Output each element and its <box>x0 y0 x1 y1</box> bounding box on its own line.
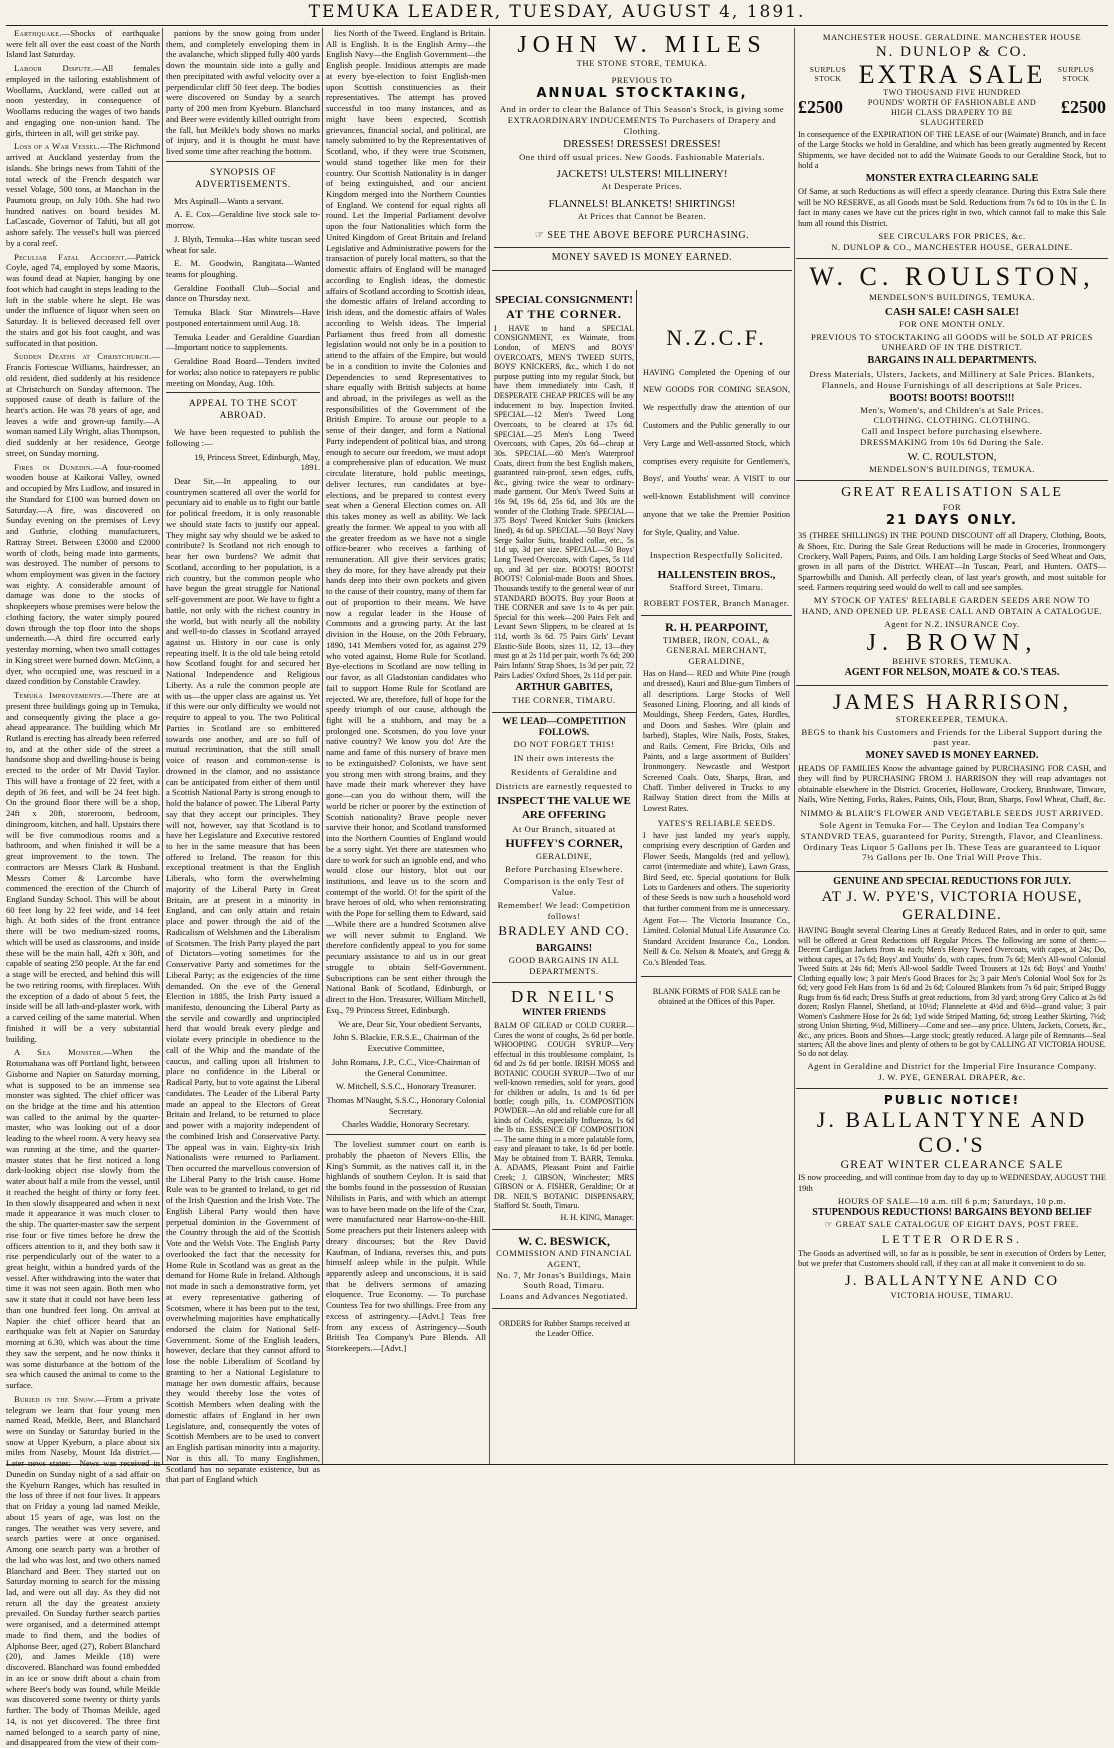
ad-text: And in order to clear the Balance of This Season's Stock, is giving some EXTRAORDINARY INDUCEMENTS To Purchasers of Drapery and Clothing. <box>499 104 785 136</box>
synopsis-item: Mrs Aspinall—Wants a servant. <box>174 195 284 206</box>
news-item <box>6 141 160 248</box>
ad-signature: ARTHUR GABITES, <box>515 682 613 694</box>
pointing-hand-icon: ☞ GREAT SALE CATALOGUE OF EIGHT DAYS, POST FREE. <box>824 1218 1080 1229</box>
ad-address: No. 7, Mr Jonas's Buildings, Main South Road, Timaru. <box>496 1269 632 1291</box>
ad-column-right <box>641 290 792 1017</box>
news-column-3 <box>326 28 486 1464</box>
news-item <box>6 63 160 138</box>
ad-text: IS now proceeding, and will continue from day to day up to WEDNESDAY, AUGUST THE 19th <box>798 1173 1106 1193</box>
column-divider <box>322 28 323 1464</box>
ad-text: IN their own interests the Residents of Geraldine and Districts are earnestly requested to <box>495 753 633 791</box>
ad-line: SEE THE ABOVE BEFORE PURCHASING. <box>547 230 750 242</box>
ad-text: HAVING Bought several Clearing Lines at Greatly Reduced Rates, and in order to quit, same will be offered at Great Reductions off Regular Prices. The following are some of them:— Decent Cardigan Jackets from 4s each; Men's Heavy Tweed Overcoats, with capes, at 24s; Do, without capes, at 17s 6d; Boys' and Youths' do, with capes, from 7s 6d; Men's All-wool Colonial Tweed Suits at 24s 6d; Men's All-wool Saddle Tweed Trousers at 12s 6d; Boys' and Youths' Clothing equally low; 3 pair Men's Good Braces for 2s; 3 pair Men's Colonial Wool Sox for 2s 6d; very good Felt Hats from 1s 6d and 2s 6d; Coloured Blankets from 7s 6d pair; Striped Buggy Rugs from 6s 6d each; Dress Stuffs at great reductions, from 3d yard; strong Grey Calico at 2s 6d dozen; Roslyn Flannel, Shetland, at 10½d; Flannelette at 4½d and 6½d—grand value; 3 pair Women's Cashmere Hose for 2s 6d; 1yd wide Striped Matting, 6d; strong Leather Skirting, 7½d; strong Union Shirting, 9½d, Millinery—Come and see—any price. Ulsters, Jackets, Corsets, &c., &c., any prices. Boots and Shoes—Large stock; greatly reduced. A large pile of Remnants—Seal starters; All the above lines and plenty of others to be got by CALLING AT VICTORIA HOUSE. So do not delay. <box>798 926 1106 1059</box>
ad-title: N. DUNLOP & CO. <box>875 43 1029 60</box>
synopsis-item: E. M. Goodwin, Rangitata—Wanted teams for ploughing. <box>166 258 320 279</box>
ad-text: The Goods as advertised will, so far as is possible, be sent in execution of Orders by Letter, but we prefer that Customers should call, if they can at all make it convenient to do so. <box>798 1248 1106 1269</box>
ad-line: MONEY SAVED IS MONEY EARNED. <box>551 251 733 263</box>
signer: John S. Blackie, F.R.S.E., Chairman of the Executive Committee, <box>332 1032 480 1054</box>
ad-headline: HUFFEY'S CORNER, <box>505 836 623 851</box>
ad-header: PUBLIC NOTICE! <box>883 1093 1021 1108</box>
ad-title: AT J. W. PYE'S, VICTORIA HOUSE, GERALDINE. <box>821 889 1083 924</box>
ad-amount: £2500 <box>798 97 843 118</box>
ad-title: J. BROWN, <box>866 629 1038 656</box>
column-divider <box>794 28 795 1464</box>
ad-text: Before Purchasing Elsewhere. <box>505 863 623 874</box>
ad-text: Of Same, at such Reductions as will effect a speedy clearance. During this Extra Sale there will be NO RESERVE, as all Goods must be Sold. Reductions from 7s 6d to 10s in the £. In fact in many cases we have cut the prices right in two, which cannot fail to make this Sale hum all round this District. <box>798 187 1106 228</box>
ad-subtitle: DO NOT FORGET THIS! <box>513 739 615 750</box>
ad-title: W. C. BESWICK, <box>518 1233 610 1248</box>
ad-title: J. BALLANTYNE AND CO.'S <box>816 1107 1088 1157</box>
news-text: —From a private telegram we learn that four young men named Read, Meikle, Beer, and Blanchard were on Sunday or Saturday buried in the snow at Upper Kyeburn, a place about six miles from Naseby, Mount Ida district.—Later news states:—News was received in Dunedin on Sunday night of a sad affair on the Kyeburn Ranges, which has resulted in the loss of three if not four lives. It appears that on Friday a young lad named Meikle, about 15 years of age, was lost on the ranges. The weather was very severe, and search parties were at once organised. Among one search party was a brother of the lad who was lost, and two others named Blanchard and Beer. They started out on Saturday morning to search for the missing lad, and were out all day. As they did not return all the day the greatest anxiety prevailed. On Sunday further search parties were organised, and a determined attempt made to find them, and the bodies of Alphonse Beer, aged (27), Robert Blanchard (20), and James Meikle (18) were discovered. Blanchard was found embedded in an ice or snow drift about a chain from where Beer's body was found, while Meikle was discovered some twenty or thirty yards further. The body of Thomas Meikle, aged 14, is not yet discovered. The three first named belonged to a search party of nine, and disappeared from the view of their com- <box>6 1393 160 1748</box>
ad-text: ROBERT FOSTER, Branch Manager. <box>643 598 790 609</box>
news-heading: Peculiar Fatal Accident. <box>14 251 128 262</box>
ad-title: JOHN W. MILES <box>517 32 767 58</box>
ad-title: GREAT REALISATION SALE <box>841 485 1063 501</box>
ad-address: MENDELSON'S BUILDINGS, TEMUKA. <box>869 291 1035 302</box>
ad-text: GERALDINE, <box>535 850 593 861</box>
ad-address: VICTORIA HOUSE, TIMARU. <box>890 1289 1014 1300</box>
ad-pearpoint <box>641 616 792 977</box>
masthead-rule <box>6 25 1108 26</box>
ad-headline: STUPENDOUS REDUCTIONS! BARGAINS BEYOND BELIEF <box>812 1206 1092 1218</box>
ad-text: GOOD BARGAINS IN ALL DEPARTMENTS. <box>508 954 620 976</box>
ad-text: Sole Agent in Temuka For— The Ceylon and Indian Tea Company's STANDVRD TEAS, guaranteed for Purity, Strength, Flavor, and Cleanliness. Ordinary Teas Liquor 5 Gallons per lb. These Teas are guaranteed to Liquor 7½ Gallons per lb. One Trial Will Prove This. <box>800 820 1104 863</box>
news-heading: Earthquake. <box>14 28 62 38</box>
news-item <box>6 690 160 1044</box>
ad-headline: CASH SALE! CASH SALE! <box>884 305 1020 318</box>
ad-subtitle: TIMBER, IRON, COAL, & GENERAL MERCHANT, GERALDINE, <box>663 634 770 667</box>
ad-text: Agent in Geraldine and District for the Imperial Fire Insurance Company. <box>807 1060 1097 1071</box>
ad-text: SEE CIRCULARS FOR PRICES, &c. <box>878 230 1026 241</box>
synopsis-item: Temuka Leader and Geraldine Guardian—Important notice to supplements. <box>166 331 320 353</box>
ad-line: DRESSES! DRESSES! DRESSES! <box>563 138 721 151</box>
ad-headline: BARGAINS! <box>535 942 593 954</box>
ad-label: SURPLUS STOCK <box>1057 65 1095 84</box>
ad-signature: BRADLEY AND CO. <box>498 923 630 939</box>
column-divider <box>162 28 163 1464</box>
ad-text: At Our Branch, situated at <box>512 823 616 834</box>
signer: Charles Waddie, Honorary Secretary. <box>342 1119 470 1130</box>
ads-column-5 <box>796 28 1108 1464</box>
ad-address: THE CORNER, TIMARU. <box>512 694 616 705</box>
ad-signature: N. DUNLOP & CO., MANCHESTER HOUSE, GERALDINE. <box>831 241 1073 252</box>
ad-text: At Prices that Cannot be Beaten. <box>577 211 707 222</box>
news-item <box>6 1394 160 1748</box>
ad-title: DR NEIL'S <box>510 987 618 1007</box>
ad-text: HAVING Completed the Opening of our NEW GOODS FOR COMING SEASON, We respectfully draw the attention of our Customers and the Public generally to our Very Large and Well-assorted Stock, which comprises every requisite for Gentlemen's, Boys', and Youths' wear. A VISIT to our well-known Establishment will convince anyone that we take the Premier Position for Style, Quality, and Value. <box>643 367 790 537</box>
ad-text: FOR <box>942 502 962 513</box>
news-continuation: panions by the snow going from under them, and completely enveloping them in the avalanche, which slipped fully 400 yards down the mountain side into a gully and then precipitated with awful velocity over a perpendicular cliff 50 feet deep. The bodies were discovered on Sunday by a search party of 200 men from Kyeburn. Blanchard and Beer were evidently killed outright from the fall, but Meikle's body shows no marks of injury, and it is thought he must have lived some time after reaching the bottom. <box>166 28 320 157</box>
ad-text: Agent for N.Z. INSURANCE Coy. <box>884 618 1020 629</box>
masthead: TEMUKA LEADER, TUESDAY, AUGUST 4, 1891. <box>308 2 806 22</box>
news-text: —Patrick Coyle, aged 74, employed by some Maoris, was found dead at Napier, hanging by one foot which had caught in steps leading to the loft in the stable where he slept. He was under the influence of liquor when seen on Saturday. It is believed deceased fell over the stairs and got his foot caught, and was suffocated in that position. <box>6 251 160 348</box>
ad-address: Stafford Street, Timaru. <box>669 581 764 592</box>
ad-title: JAMES HARRISON, <box>832 688 1072 714</box>
synopsis-item: Geraldine Football Club—Social and dance on Thursday next. <box>166 282 320 304</box>
ad-text: Call and Inspect before purchasing elsewhere. <box>861 426 1043 437</box>
ad-text: In consequence of the EXPIRATION OF THE LEASE of our (Waimate) Branch, and in face of the Large Stocks we hold in Geraldine, and which has been greatly augmented by Recent Shipments, we have decided not to add the Waimate Goods to our Geraldine Stock, but to hold a <box>798 130 1106 171</box>
ad-headline: AGENT FOR NELSON, MOATE & CO.'S TEAS. <box>844 666 1060 678</box>
ad-text: Inspection Respectfully Solicited. <box>649 549 784 560</box>
ad-headline: INSPECT THE VALUE WE ARE OFFERING <box>497 795 631 821</box>
news-text: —There are at present three buildings going up in Temuka, and consequently giving the place a go-ahead appearance. The building which Mr Rutland is erecting has already been referred to, and at the other side of the street a handsome shop and dwelling-house is being erected to the order of Mr David Taylor. This will have a frontage of 22 feet, with a depth of 36 feet, and will be 24 feet high. On the ground floor there will be a shop, 24ft x 20ft, storeroom, bedroom, diningroom, kitchen, and hall. Upstairs there will be five commodious rooms and a bathroom, and when finished it will be a great improvement to the town. The contractors are Messrs Clark & Husband. Messrs Comer & Larcombe have commenced the erection of the Church of England Sunday School. This will be about 60 feet long by 22 feet wide, and 14 feet high. At both sides of the front entrance there will be two medium-sized rooms, which will be used as classrooms, and inside these will be the main hall, 42ft x 30ft, and capable of seating 250 people. At the far end a stage will be erected, and behind this will be two retiring rooms, with fireplaces. With the exception of a dado of about 5 feet, the inside will be all lath-and-plaster work, with a carved ceiling of the same material. When finished it will be a very substantial building. <box>6 690 160 1044</box>
ad-text: PREVIOUS TO STOCKTAKING all GOODS will be SOLD AT PRICES UNHEARD OF IN THE DISTRICT. <box>811 331 1093 353</box>
appeal-address: 19, Princess Street, Edinburgh, May, 1891. <box>194 451 320 473</box>
ad-label: SURPLUS STOCK <box>809 65 847 84</box>
news-heading: Temuka Improvements. <box>14 690 104 701</box>
divider <box>494 247 790 248</box>
ad-address: MENDELSON'S BUILDINGS, TEMUKA. <box>869 463 1035 474</box>
ad-headline: MONEY SAVED IS MONEY EARNED. <box>865 750 1039 762</box>
news-text: —Francis Fortescue Williams, hairdresser, an old resident, died suddenly at his residence at Christchurch on Sunday afternoon. The supposed cause of death is failure of the heart's action. He was 78 years of age, and leaves a wife and grown-up family.—A woman named Lily Wright, alias Thompson, died suddenly at her residence, George street, on Sunday morning. <box>6 351 160 458</box>
ad-title: N.Z.C.F. <box>666 325 767 350</box>
ad-subtitle: THE STONE STORE, TEMUKA. <box>576 58 708 69</box>
news-heading: Fires in Dunedin. <box>14 461 94 472</box>
synopsis-item: Geraldine Road Board—Tenders invited for works; also notice to ratepayers re public meeting on Monday, Aug. 10th. <box>166 356 320 388</box>
news-heading: A Sea Monster. <box>14 1047 104 1058</box>
appeal-intro: We have been requested to publish the following :— <box>166 427 320 448</box>
synopsis-item: Temuka Black Star Minstrels—Have postponed entertainment until Aug. 18. <box>166 307 320 328</box>
news-heading: Buried in the Snow. <box>14 1393 97 1404</box>
ad-text: 3S (THREE SHILLINGS) IN THE POUND DISCOUNT off all Drapery, Clothing, Boots, & Shoes, Etc. During the Sale Great Reductions will be made in Groceries, Ironmongery Crockery, Wall Papers, Paints, and Oils. I am holding Large Stocks of Seed Wheat and Oats, grown in all parts of the District. WHEAT—In Tuscan, Pearl, and Hunters. OATS—Sparrowbills and Danish. All perfectly clean, of last year's growth, and most suitable for seed. Farmers requiring seed would do well to call and see samples. <box>798 531 1106 592</box>
ad-headline: 21 DAYS ONLY. <box>886 512 1018 528</box>
ad-headline: AT THE CORNER. <box>506 307 622 322</box>
ad-address: BEHIVE STORES, TEMUKA. <box>892 655 1012 666</box>
ad-text: MY STOCK OF YATES' RELIABLE GARDEN SEEDS ARE NOW TO HAND, AND OPENED UP. PLEASE CALL AND OBTAIN A CATALOGUE. <box>801 595 1103 617</box>
ad-text: Men's, Women's, and Children's at Sale Prices. <box>860 404 1044 415</box>
ad-headline: EXTRA SALE <box>858 59 1046 89</box>
ads-column-4 <box>492 28 792 1464</box>
news-column-2 <box>166 28 320 1485</box>
ad-text: TWO THOUSAND FIVE HUNDRED POUNDS' WORTH OF FASHIONABLE AND HIGH CLASS DRAPERY TO BE SLAUGHTERED <box>867 88 1037 128</box>
ad-line: GREAT SALE CATALOGUE OF EIGHT DAYS, POST FREE. <box>835 1218 1080 1229</box>
news-heading: Loss of a War Vessel. <box>14 141 100 152</box>
ad-signature: W. C. ROULSTON, <box>907 450 997 463</box>
ad-text: Dress Materials, Ulsters, Jackets, and Millinery at Sale Prices. Blankets, Flannels, and House Furnishings of all descriptions at Sale Prices. <box>809 369 1095 390</box>
ad-subtitle: GREAT WINTER CLEARANCE SALE <box>840 1156 1064 1171</box>
ad-stamps: ORDERS for Rubber Stamps received at the Leader Office. <box>499 1318 630 1338</box>
ad-blank-forms: BLANK FORMS of FOR SALE can be obtained at the Offices of this Paper. <box>652 987 781 1007</box>
ad-text: NIMMO & BLAIR'S FLOWER AND VEGETABLE SEEDS JUST ARRIVED. <box>800 807 1104 818</box>
ad-nzcf <box>641 290 792 616</box>
ad-text: Agent For— The Victoria Insurance Co., Limited. Colonial Mutual Life Assurance Co. Standard Accident Insurance Co., London. Neill & Co. Nelson & Moate's, and Gregg & Co.'s Blended Teas. <box>643 916 790 967</box>
news-heading: Sudden Deaths at Christchurch. <box>14 351 152 362</box>
ad-signature: J. BALLANTYNE AND CO <box>844 1272 1060 1289</box>
ad-signature: HALLENSTEIN BROS., <box>657 568 776 581</box>
bottom-rule <box>6 1464 1108 1465</box>
ad-text: I have just landed my year's supply, comprising every description of Garden and Flower Seeds, Mangolds (red and yellow), carrot (intermediate and white), Lawn Grass, Bird Seed, etc. Special quotations for Bulk Lots to Gardeners and others. The superiority of these Seeds is now such a household word that further comment from me is unnecessary. <box>643 830 790 913</box>
ad-headline: MONSTER EXTRA CLEARING SALE <box>865 173 1039 185</box>
column-divider <box>489 28 490 1464</box>
ad-subtitle: COMMISSION AND FINANCIAL AGENT, <box>496 1248 632 1269</box>
news-text: —Shocks of earthquake were felt all over the east coast of the North Island last Saturday. <box>6 28 160 60</box>
ad-text: Has on Hand— RED and White Pine (rough and dressed), Kauri and Blue-gum Timbers of all descriptions. Large Stocks of Well Seasoned Lining, Flooring, and all kinds of Mouldings, Sheep Feeders, Gates, Hurdles, and Doors and Sashes. Wire (plain and barbed), Staples, Wire Nails, Posts, Stakes, and Rails. Cement, Fire Bricks, Oils and Paints, and a large assortment of Builders' Ironmongery. Newcastle and Westport Screened Coals. Oats, Sharps, Bran, and Chaff. Timber delivered in Trucks to any Railway Station direct from the Mills at Lowest Rates. <box>643 668 790 813</box>
ad-headline: BOOTS! BOOTS! BOOTS!!! <box>889 392 1015 404</box>
ad-pye <box>796 872 1108 1089</box>
ad-text: HEADS OF FAMILIES Know the advantage gained by PURCHASING FOR CASH, and they will find by PURCHASING FROM J. HARRISON they will reap advantages not obtainable elsewhere in the District. Groceries, Holloware, Crockery, Brushware, Tinware, Nails, Wire Netting, Forks, Rakes, Paints, Oils, Flour, Bran, Sharps, Fowl Wheat, Chaff, &c. <box>798 764 1106 805</box>
signer: John Romans, J.P., C.C., Vice-Chairman of the General Committee. <box>331 1056 481 1078</box>
divider <box>166 161 320 162</box>
synopsis-item: J. Blyth, Temuka—Has white tuscan seed wheat for sale. <box>166 233 320 255</box>
appeal-closing: We are, Dear Sir, Your obedient Servants, <box>338 1018 482 1029</box>
signer: W. Mitchell, S.S.C., Honorary Treasurer. <box>335 1081 477 1092</box>
ad-text: BEGS to thank his Customers and Friends for the Liberal Support during the past year. <box>801 726 1103 748</box>
synopsis-item: A. E. Cox—Geraldine live stock sale to-morrow. <box>166 209 320 231</box>
news-item <box>6 351 160 458</box>
news-column-1 <box>6 28 161 1748</box>
ad-title: SPECIAL CONSIGNMENT! <box>495 294 633 306</box>
ad-harrison <box>796 686 1108 873</box>
appeal-title: APPEAL TO THE SCOT ABROAD. <box>188 399 298 422</box>
signer: Thomas M'Naught, S.S.C., Honorary Colonial Secretary. <box>326 1094 486 1116</box>
ad-roulston <box>796 259 1108 481</box>
appeal-continuation: lies North of the Tweed. England is Britain. All is English. It is the English Army—the English Navy—the English Government—the English people. Insidious attempts are made at every bye-election to foist English-men upon Scottish constituencies as their representatives. The attempt has proved successful in too many instances, and as might have been expected, Scottish grievances, financial social, and political, are tamely submitted to by the Representatives of Scotland, who, if they were true Scotsmen, would stand together like men for their country. Our Scottish Nationality is in danger of being extinguished, and our ancient Kingdom merged into the Northern Counties of England. We contend for equal rights all round. Let the Imperial Parliament devolve upon the four Nationalities which form the United Kingdom of Great Britain and Ireland Legislative and Administrative powers for the transaction of purely local matters, so that the domestic affairs of England will be managed according to English ideas, the domestic affairs of Scotland according to Scottish ideas, the domestic affairs of Ireland according to Irish ideas, and the domestic affairs of Wales according to Welsh ideas. The Imperial Parliament thus freed from all domestic legislation would not only be in a position to attend to the affairs of the Empire, but would be in a condition to invite the Colonies and Dependencies to send Representatives to share equally with British subjects at home and abroad, in the privileges as well as the responsibilities of the Government of the British Empire. To arouse our people to a sense of their danger, and form a National Party independent of political bias, and strong enough to secure our freedom, we must adopt a comprehensive plan of education. We must circulate literature, hold public meetings, deliver lectures, run candidates at bye-elections, and be prepared to contest every seat when a General Election comes on. All this takes money as well as ability. We lack greatly the former. We appeal to you with all the greater freedom as we have not a single office-bearer who receives a farthing of remuneration. All give their services gratis; they do more, for they have already put their hands deep into their own pockets and given to the cause of their country, many of them far out of proportion to their means. We have now a regular leader in the House of Commons and a growing party. At the last division in the House, on the 20th February, 1890, 141 Members voted for, as against 279 who voted against, Home Rule for Scotland. Bye-elections in Scotland are now telling in our favor, as all Gladstonian candidates who fail to support Home Rule for Scotland are rejected. We are, therefore, full of hope for the speedy triumph of our cause, although the fight will be a stubborn, and may be a prolonged one. Scotsmen, do you love your native country? We know you do! Are the name and fame of this nursery of brave men to be extinguished? Colonists, we have sent you strong men with strong brains, and they have made their mark wherever they have gone—can you do without them, will the world be richer or poorer by the extinction of Scottish nationality? Brave people never survive their honor, and Scotland transformed into the Northern Counties of England would be a sorry sight. Yet there are statesmen who dare to work for such an ignoble end, and who would close our history, blot out our institutions, and leave us to the scorn and contempt of the world. O! for the spirit of the brave heroes of old, who when remonstrating with the Pope for selling them to Edward, said—While there are a hundred Scotsmen alive we will never submit to England. We therefore confidently appeal to you for some pecuniary assistance to aid us in our great struggle to obtain Self-Government. Subscriptions can be sent either through the National Bank of Scotland, Edinburgh, or direct to the Hon. Treasurer, William Mitchell, Esq., 79 Princess Street, Edinburgh. <box>326 28 486 1015</box>
paragraphs-misc: The loveliest summer court on earth is probably the phaeton of Nevers Ellis, the King's Summit, as the natives call it, in the highlands of southern Ceylon. It is said that the bombs found in the possession of Russian Nihilists in Paris, and with which an attempt was to have been made on the life of the Czar, were manufactured near Harrow-on-the-Hill. Some preachers put their listeners asleep with dreary discourses; but the Rev David Kaufman, of Indiana, reverses this, and puts himself asleep while in the pulpit. While apparently asleep and unconscious, it is said that he delivers sermons of amazing eloquence. True Economy. — To purchase Countess Tea for two shillings. Free from any excess of astringency.—[Advt.] Teas free from any excess of Astringency—South British Tea Company's Pure Blends. All Storekeepers.—[Advt.] <box>326 1139 486 1354</box>
ad-line: JACKETS! ULSTERS! MILLINERY! <box>556 168 728 181</box>
ad-text: Loans and Advances Negotiated. <box>499 1291 629 1302</box>
ad-dunlop <box>796 28 1108 259</box>
ad-subtitle: STOREKEEPER, TEMUKA. <box>895 713 1009 724</box>
news-item <box>6 252 160 349</box>
news-heading: Labour Dispute. <box>14 63 94 74</box>
ad-signature: J. W. PYE, GENERAL DRAPER, &c. <box>878 1071 1026 1082</box>
divider <box>326 1134 486 1135</box>
pointing-hand-icon: ☞ SEE THE ABOVE BEFORE PURCHASING. <box>534 230 750 242</box>
ad-ballantyne <box>796 1089 1108 1306</box>
ad-text: CLOTHING. CLOTHING. CLOTHING. <box>873 415 1031 426</box>
news-text: —The Richmond arrived at Auckland yesterday from the islands. She brings news from Tahiti of the total wreck of the French despatch war vessel Volage, 500 tons, at Manchan in the Paumotu group, on July 10th. She had two hundred natives on board besides M. LaCascade, Governor of Tahiti, but all got ashore safely. The vessel's hull was pierced by a coral reef. <box>6 141 160 248</box>
ad-text: Remember! We lead: Competition follows! <box>497 899 631 921</box>
appeal-body: Dear Sir,—In appealing to our countrymen scattered all over the world for pecuniary aid to enable us to fight our battle for political freedom, it is only reasonable we should state facts to justify our appeal. They might say why should we be asked to contribute? Is Scotland not rich enough to bear her own burdens? We admit that Scotland, according to her population, is a rich country, but the common people who have begun the great struggle for National self-government are poor. We have to fight a battle, not only with the richest country in the world, but with nearly all the nobility and well-to-do classes in Scotland arrayed against us. History in our case is only repeating itself. It is the old tale being retold how Scotland fought for and secured her National Independence and Religious Liberty. As a rule the common people are with us—the upper class are against us. Yet if this were our only difficulty we would not require to appeal to you. The two Political Parties in Scotland are so embittered towards one another, and are so full of mutual recrimination, that the still small voice of reason and common-sense is drowned in the clamor, and no assistance can be anticipated from either of them until a Scottish National Party is strong enough to hold the balance of power. The Liberal Party say that they accept our principles. They will not, however, say that Scotland is to have her Legislature and Executive restored to her in the same measure that has been offered to Ireland. The reason for this exceptional treatment is that the English Liberals, who form the overwhelming majority of the Liberal Party in Great Britain, are at present in a minority in England, and can only attain and retain place and power through the aid of the Radicalism of Welshmen and the Liberalism of Scotsmen. The Irish Party played the part of Dictators—voting sometimes for the Conservative Party and sometimes for the Liberal Party; as the exigencies of the time demanded. On the eve of the General Election in 1885, the Irish Party issued a manifesto, denouncing the Liberal Party as the servile and cowardly and unprincipled herd that would break every pledge and violate every principle in obedience to the call of the Whip and the mandate of the caucus, and calling upon all Irishmen to place no confidence in the Liberal or Radical Party, but to vote against the Liberal candidates. The Leader of the Liberal Party made an appeal to the Electors of Great Britain and Ireland, to be returned to place and power with a majority independent of the combined Irish and Conservative Party. The appeal was in vain. Eighty-six Irish Nationalists were returned to Parliament. Then occurred the marvellous conversion of the Liberal Party to the Irish cause. Home Rule was to be granted to Ireland, to get rid of the Irish Question and the Irish Vote. The English Liberal Party would then have perpetual dominion in the Government of the Country through the aid of the Scottish Vote and the Welsh Vote. The English Party overlooked the fact that the necessity for Home Rule in Scotland was as great as the demand for Home Rule in Ireland. Although not made in such a demonstrative form, yet at every representative gathering of Scotsmen, where it has been put to the test, overwhelming majorities have emphatically endorsed the claim for National Self-Government. Some of the English leaders, however, declare that they cannot afford to lose the noble Liberalism of Scotland by granting to her a National Legislature to manage her own domestic affairs, because they would thereby lose the votes of Scottish Members when dealing with the domestic affairs of England in her own Legislature, and, consequently the votes of Scottish Members are to be used to convert an English partisan minority into a majority. Nor is this all. To many Englishmen, Scotland has no separate existence, but as that part of England which <box>166 476 320 1485</box>
ad-headline: LETTER ORDERS. <box>882 1232 1022 1247</box>
ad-headline: YATES'S RELIABLE SEEDS. <box>657 818 776 829</box>
ad-text: At Desperate Prices. <box>601 181 683 192</box>
ad-text: DRESSMAKING from 10s 6d During the Sale. <box>860 436 1044 447</box>
ad-line: PREVIOUS TO <box>611 75 673 86</box>
ad-text: BALM OF GILEAD or COLD CURER—Cures the worst of coughs, 2s 6d per bottle. WHOOPING COUGH SYRUP—Very effectual in this troublesome complaint, 1s 6d and 2s 6d per bottle. IRISH MOSS and BOTANIC COUGH SYRUP—Two of our well-known remedies, sold for years, good for children or adults, 1s and 1s 6d per bottle; cough pills, 1s. COMPOSITION POWDER—An old and reliable cure for all kinds of Colds, especially Influenza, 1s 6d the lb tin. ESSENCE OF COMPOSITION — The same thing in a more palatable form, easy and pleasant to take, 1s 6d per bottle. May be obtained from T. BARR, Temuka. A. ADAMS, Pleasant Point and Fairlie Creek; J. GIBSON, Winchester; MRS GIBSON or A. FISHER, Geraldine; Or at DR. NEIL'S BOTANIC DISPENSARY, Stafford St. South, Timaru. <box>494 1021 634 1211</box>
ad-text: Comparison is the only Test of Value. <box>503 876 625 898</box>
news-item <box>6 462 160 687</box>
news-text: —When the Rotomahana was off Portland light, between Gisborne and Napier on Saturday morning, what is supposed to be an immense sea monster was sighted. The chief officer was on the bridge at the time and his attention was called to the animal by the quarter-master, who was looking out of a door leading to the wheel room. A very heavy sea was running at the time, and the quarter-master states that he first noticed a long dark-looking object rise slowly from the water about half a mile from the vessel, until it reached the height of thirty or forty feet. In then slowly disappeared and when it next made it appearance it was much closer to the ship. The quarter-master saw the serpent rise four or five times before he drew the officers attention to it, and they both saw it rise perpendicularly out of the water to a great height, within a hundred yards of the vessel. After withdrawing into the water that time it was not seen again. Both men who saw it state that it could not have been less than one hundred feet long. On arrival at Napier the chief officer heard that an earthquake was felt at Napier on Saturday morning at 6.30, which was about the time they saw the serpent, and he now thinks it was some disturbance at the bottom of the sea which caused the animal to come to the surface. <box>6 1047 160 1391</box>
ad-amount: £2500 <box>1061 97 1106 118</box>
ad-subtitle: WINTER FRIENDS <box>522 1007 606 1018</box>
ad-title: W. C. ROULSTON, <box>809 262 1095 292</box>
ad-title: R. H. PEARPOINT, <box>665 620 768 635</box>
synopsis-title: SYNOPSIS OF ADVERTISEMENTS. <box>195 167 291 190</box>
ad-headline: BARGAINS IN ALL DEPARTMENTS. <box>867 355 1037 367</box>
ad-text: I HAVE to hand a SPECIAL CONSIGNMENT, ex Waimate, from London, of MEN'S and BOYS' OVERCOATS, MEN'S TWEED SUITS, BOYS' KNICKERS, &c., which I do not purpose putting into my regular Stock, but have them immediately into Cash, if DESPERATE CHEAP PRICES will be any inducement to buy. Inspection Invited. SPECIAL—12 Men's Tweed Long Overcoats, to be cleared at 17s 6d. SPECIAL—25 Men's Long Tweed Overcoats, with Capes, 20s 6d—cheap at 30s. SPECIAL—60 Men's Waterproof Coats, direct from the best English makers, guaranteed rain-proof, sewn edges, cuffs, &c., giving twice the wear to ordinary-made garment. Our Men's Tweed Suits at 16s 9d, 19s 6d, 25s 6d, and 30s are the wonder of the Clothing Trade. SPECIAL—375 Boys' Tweed Knicker Suits (knickers lined), 4s 6d up. SPECIAL—50 Boys' Navy Serge Sailor Suits, braided collar, etc., 5s 11d up, 3d per size. SPECIAL—50 Boys' Long Tweed Overcoats, with Capes, 5s 11d up, and 3d per size. BOOTS! BOOTS! BOOTS! Colonial-made Boots and Shoes. Thousands testify to the general wear of our STANDARD BOOTS. Buy your Boots at THE CORNER and save 1s to 4s per pair. Special for this week—200 Pairs Felt and Levant Sewn Slippers, to be cleared at 1s 11d, worth 3s 6d. 75 Pairs Girls' Levant Elastic-Side Boots, sizes 11, 12, 13—they must go at 2s 11d per pair, worth 7s 6d; 200 Pairs Infants' Strap Shoes, 1s 3d per pair, 72 Pairs Ladies' Oxford Shoes, 2s 11d per pair. <box>494 323 634 680</box>
ad-signature: H. H. KING, Manager. <box>560 1212 634 1222</box>
synopsis-list <box>166 196 320 389</box>
ad-headline: ANNUAL STOCKTAKING, <box>536 85 748 101</box>
ad-text: One third off usual prices. New Goods. Fashionable Materials. <box>519 151 765 162</box>
news-item <box>6 28 160 60</box>
ad-text: FOR ONE MONTH ONLY. <box>899 318 1005 329</box>
divider <box>166 392 320 393</box>
ad-header: MANCHESTER HOUSE. GERALDINE. MANCHESTER HOUSE <box>822 32 1082 42</box>
ad-realisation <box>796 481 1108 685</box>
ad-john-miles <box>492 28 792 271</box>
news-item <box>6 1047 160 1391</box>
ad-gabites <box>492 290 637 1349</box>
news-text: —A four-roomed wooden house at Kaikorai Valley, owned and occupied by Mrs Ludlow, and insured in the Standard for £100 was burned down on Saturday.—A fire, was discovered on Sunday evening on the premises of Levy and Guthrie, clothing manufacturers, Rattray Street. Between £3000 and £2000 worth of cloth, being made into garments, was destroyed. The number of persons to whom employment was given in the factory was eighty. A considerable amount of damage was done to the stocks of shopkeepers whose premises were below the clothing factory, the water simply poured down through the top floor into the shops underneath.—A third fire occurred early yesterday morning, when two small cottages in King street were burned down. McGinn, a dyer, who occupied one, was rescued in a dazed condition by Constable Crawley. <box>6 461 161 687</box>
news-text: —All females employed in the tailoring establishment of Woollams, Auckland, were called out at noon yesterday, in consequence of Woollams reducing the wages of two hands and engaging one non-union hand. The girls, thirteen in all, will get strike pay. <box>6 63 160 138</box>
ad-header: GENUINE AND SPECIAL REDUCTIONS FOR JULY. <box>833 876 1071 888</box>
ad-text: HOURS OF SALE—10 a.m. till 6 p.m; Saturdays, 10 p.m. <box>837 1195 1067 1206</box>
signers-list <box>326 1032 486 1130</box>
ad-line: FLANNELS! BLANKETS! SHIRTINGS! <box>548 198 736 211</box>
ad-title: WE LEAD—COMPETITION FOLLOWS. <box>502 716 626 738</box>
